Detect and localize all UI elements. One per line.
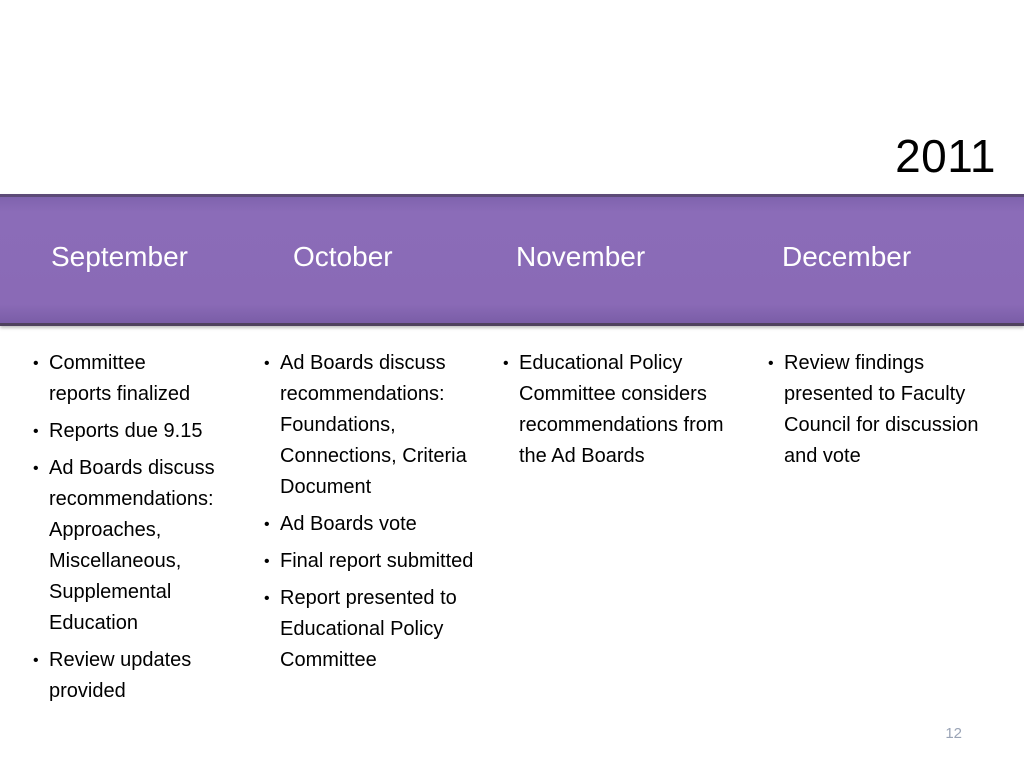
- bullet-icon: •: [33, 460, 39, 477]
- october-bullet-list: [263, 348, 483, 676]
- month-header-band: [0, 194, 1024, 326]
- list-item-text: Review findings presented to Faculty Council for discussion and vote: [784, 352, 979, 467]
- bullet-icon: •: [768, 355, 774, 372]
- bullet-icon: •: [33, 652, 39, 669]
- november-bullet-list: [502, 348, 746, 472]
- bullet-icon: •: [503, 355, 509, 372]
- bullet-icon: •: [33, 355, 39, 372]
- slide-year: 2011: [895, 130, 996, 182]
- bullet-icon: •: [264, 590, 270, 607]
- november-column: [502, 348, 746, 478]
- month-label-december: December: [782, 241, 912, 272]
- page-number: 12: [945, 725, 962, 742]
- december-column: [767, 348, 1003, 478]
- month-label-september: September: [51, 241, 188, 272]
- list-item: [32, 453, 250, 639]
- list-item-text: Ad Boards discuss recommendations: Approaches, Miscellaneous, Supplemental Education: [49, 457, 215, 634]
- december-bullet-list: [767, 348, 1003, 472]
- list-item-text: Educational Policy Committee considers recommendations from the Ad Boards: [519, 352, 724, 467]
- list-item-text: Committee reports finalized: [49, 352, 191, 405]
- month-label-november: November: [516, 241, 646, 272]
- list-item-text: Reports due 9.15: [49, 420, 203, 442]
- list-item: [32, 416, 250, 447]
- list-item-text: Ad Boards vote: [280, 513, 417, 535]
- list-item: [263, 348, 483, 503]
- list-item: [767, 348, 1003, 472]
- bullet-icon: •: [264, 516, 270, 533]
- list-item-text: Report presented to Educational Policy Committee: [280, 587, 457, 671]
- list-item: [32, 645, 250, 707]
- list-item-text: Review updates provided: [49, 649, 192, 702]
- list-item: [263, 509, 483, 540]
- month-label-october: October: [293, 241, 393, 272]
- september-column: [32, 348, 250, 713]
- list-item: [263, 583, 483, 676]
- bullet-icon: •: [264, 553, 270, 570]
- october-column: [263, 348, 483, 682]
- list-item: [502, 348, 746, 472]
- list-item: [32, 348, 199, 410]
- bullet-icon: •: [264, 355, 270, 372]
- bullet-icon: •: [33, 423, 39, 440]
- list-item-text: Ad Boards discuss recommendations: Foundations, Connections, Criteria Document: [280, 352, 467, 498]
- list-item-text: Final report submitted: [280, 550, 474, 572]
- list-item: [263, 546, 483, 577]
- september-bullet-list: [32, 348, 250, 707]
